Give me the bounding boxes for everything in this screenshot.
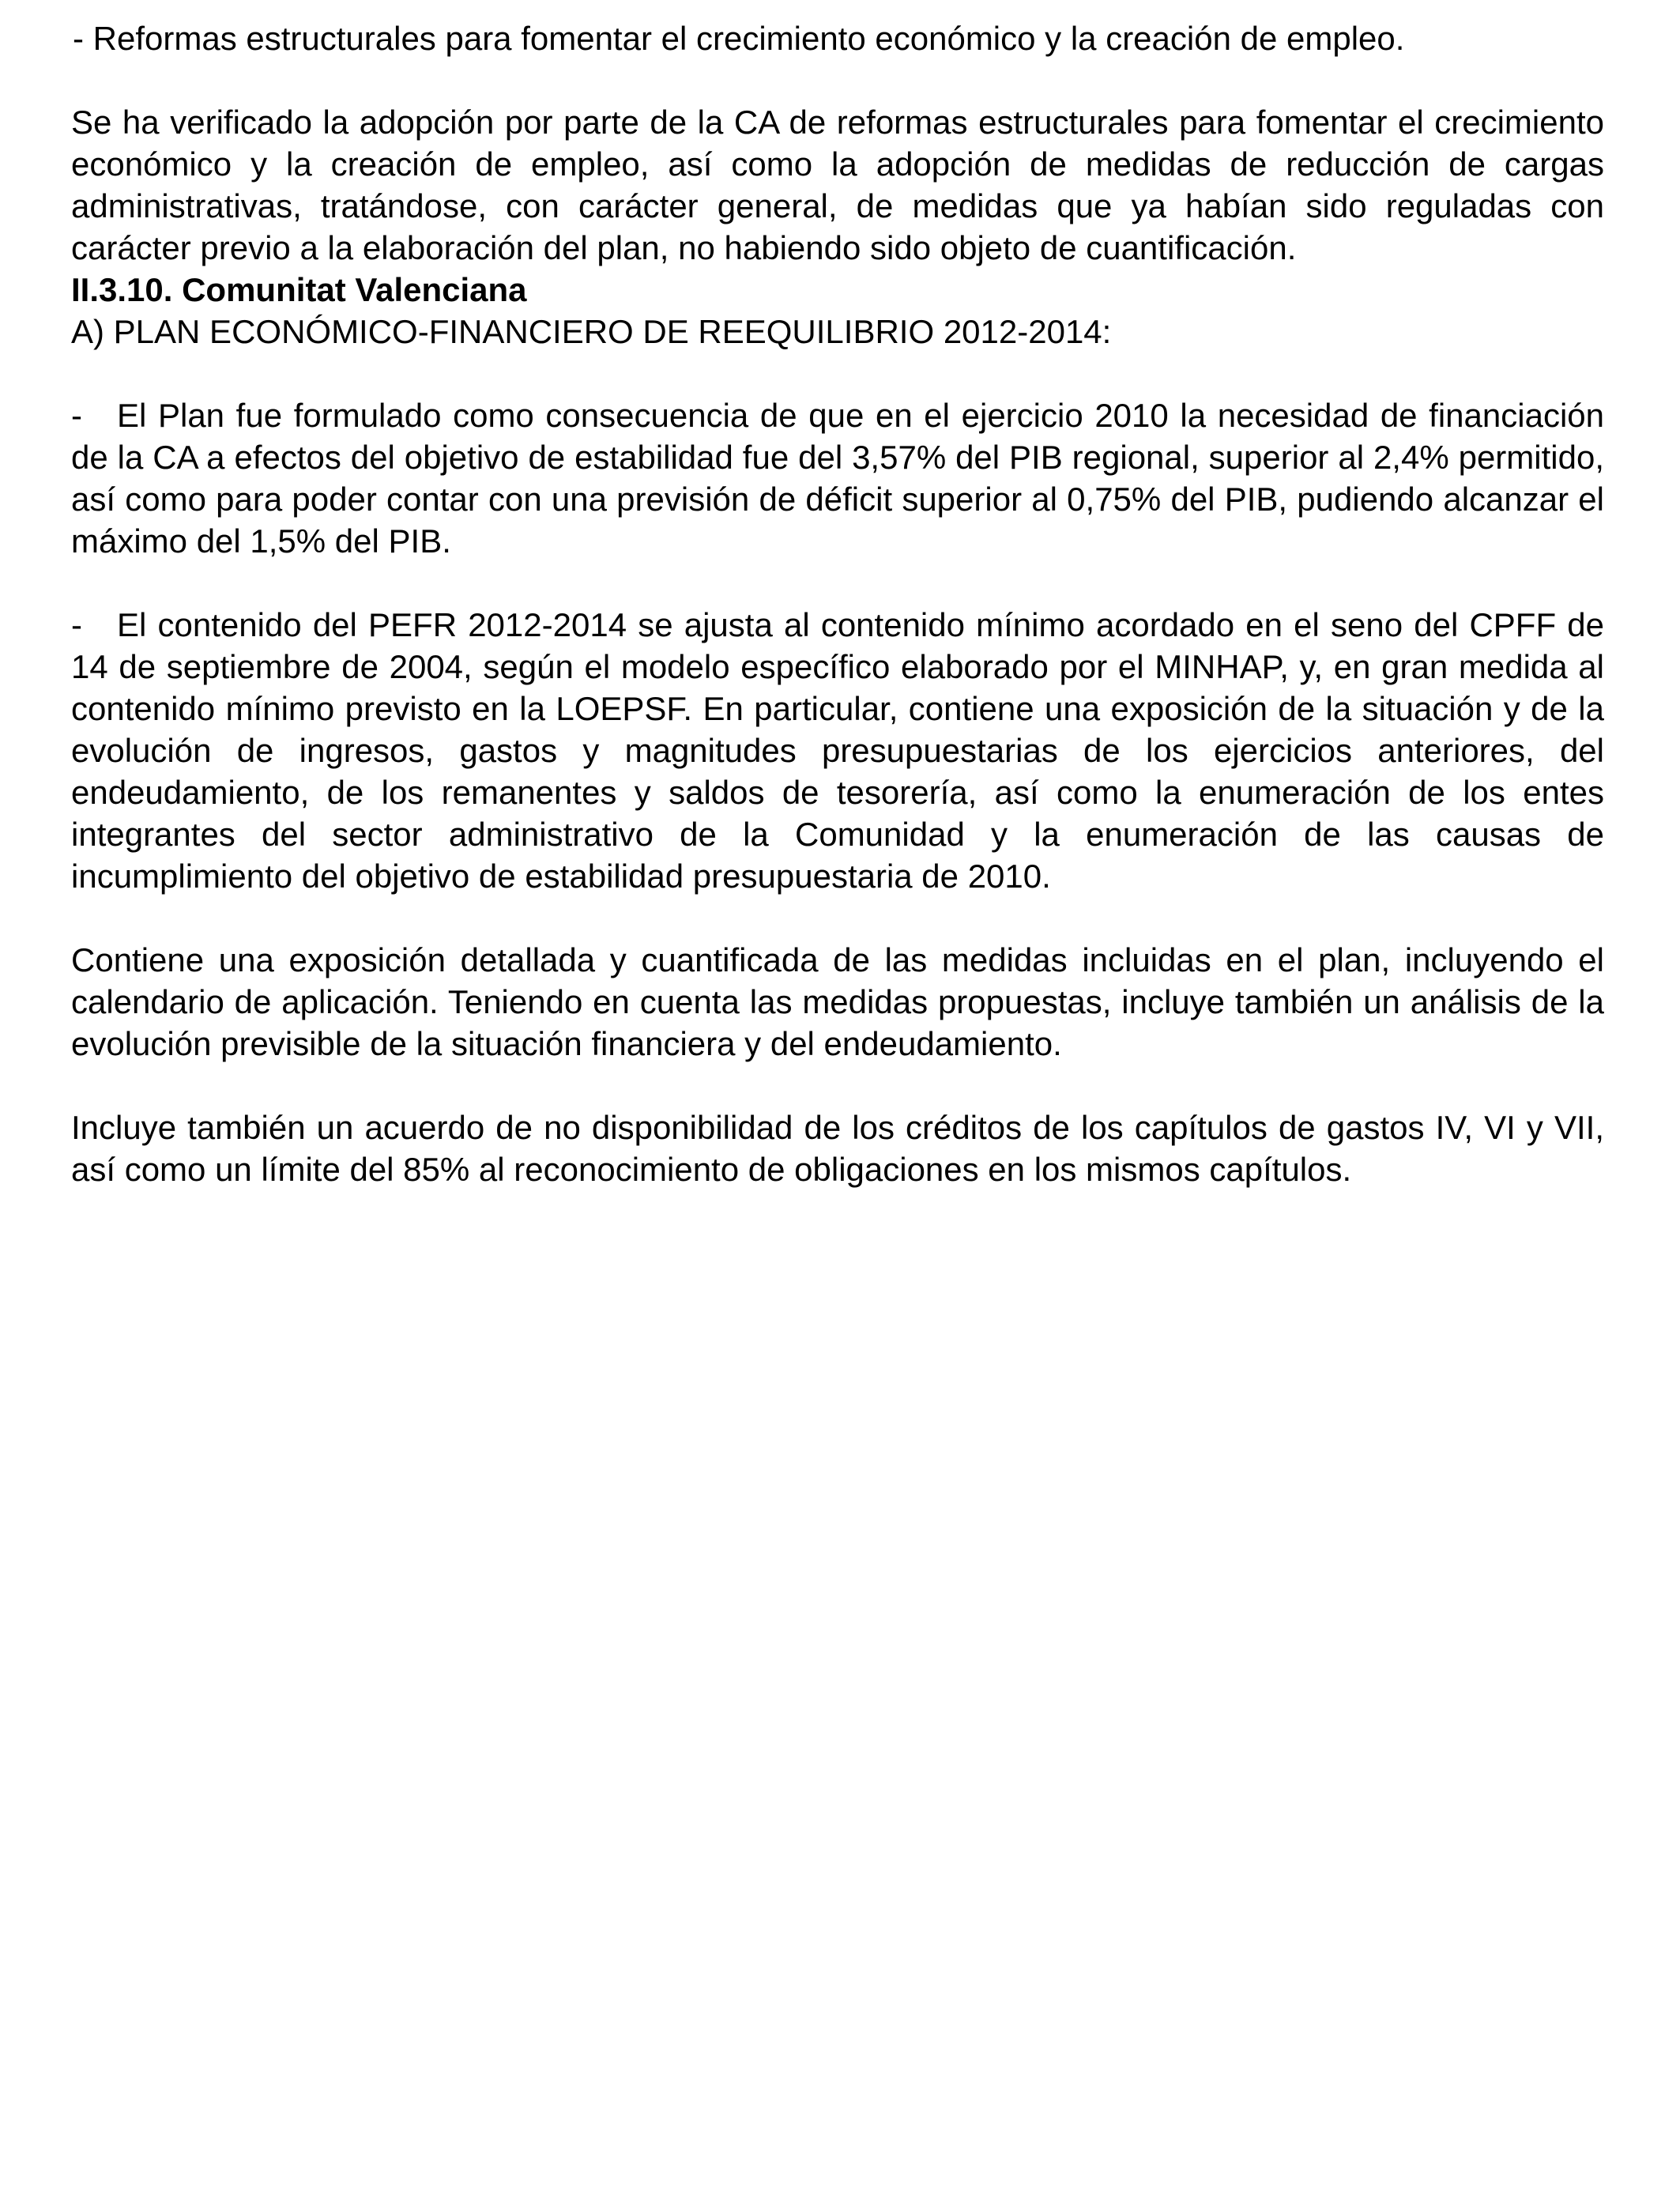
bullet-dash: - xyxy=(71,606,82,643)
paragraph-4: Incluye también un acuerdo de no disponibilidad de los créditos de los capítulos de gastos IV, VI y VII, así como un límite del 85% al reconocimiento de obligaciones en los mismos capítulos. xyxy=(71,1109,1604,1188)
bullet-item-2 xyxy=(71,604,1604,897)
subsection-heading: A) PLAN ECONÓMICO-FINANCIERO DE REEQUILIBRIO 2012-2014: xyxy=(71,313,1112,350)
document-page xyxy=(71,17,1604,1190)
bullet-dash: - xyxy=(71,397,82,434)
section-heading: II.3.10. Comunitat Valenciana xyxy=(71,271,527,308)
bullet-item-2-text: El contenido del PEFR 2012-2014 se ajusta al contenido mínimo acordado en el seno del CPFF de 14 de septiembre de 2004, según el modelo específico elaborado por el MINHAP, y, en gran medida al contenido mínimo previsto en la LOEPSF. En particular, contiene una exposición de la situación y de la evolución de ingresos, gastos y magnitudes presupuestarias de los ejercicios anteriores, del endeudamiento, de los remanentes y saldos de tesorería, así como la enumeración de los entes integrantes del sector administrativo de la Comunidad y la enumeración de las causas de incumplimiento del objetivo de estabilidad presupuestaria de 2010. xyxy=(71,606,1604,895)
intro-paragraph: Se ha verificado la adopción por parte de la CA de reformas estructurales para fomentar el crecimiento económico y la creación de empleo, así como la adopción de medidas de reducción de cargas administrativas, tratándose, con carácter general, de medidas que ya habían sido reguladas con carácter previo a la elaboración del plan, no habiendo sido objeto de cuantificación. xyxy=(71,104,1604,266)
paragraph-3: Contiene una exposición detallada y cuantificada de las medidas incluidas en el plan, incluyendo el calendario de aplicación. Teniendo en cuenta las medidas propuestas, incluye también un análisis de la evolución previsible de la situación financiera y del endeudamiento. xyxy=(71,941,1604,1062)
intro-bullet: - Reformas estructurales para fomentar el crecimiento económico y la creación de empleo. xyxy=(73,20,1405,57)
bullet-item-1 xyxy=(71,394,1604,562)
bullet-item-1-text: El Plan fue formulado como consecuencia de que en el ejercicio 2010 la necesidad de financiación de la CA a efectos del objetivo de estabilidad fue del 3,57% del PIB regional, superior al 2,4% permitido, así como para poder contar con una previsión de déficit superior al 0,75% del PIB, pudiendo alcanzar el máximo del 1,5% del PIB. xyxy=(71,397,1604,560)
